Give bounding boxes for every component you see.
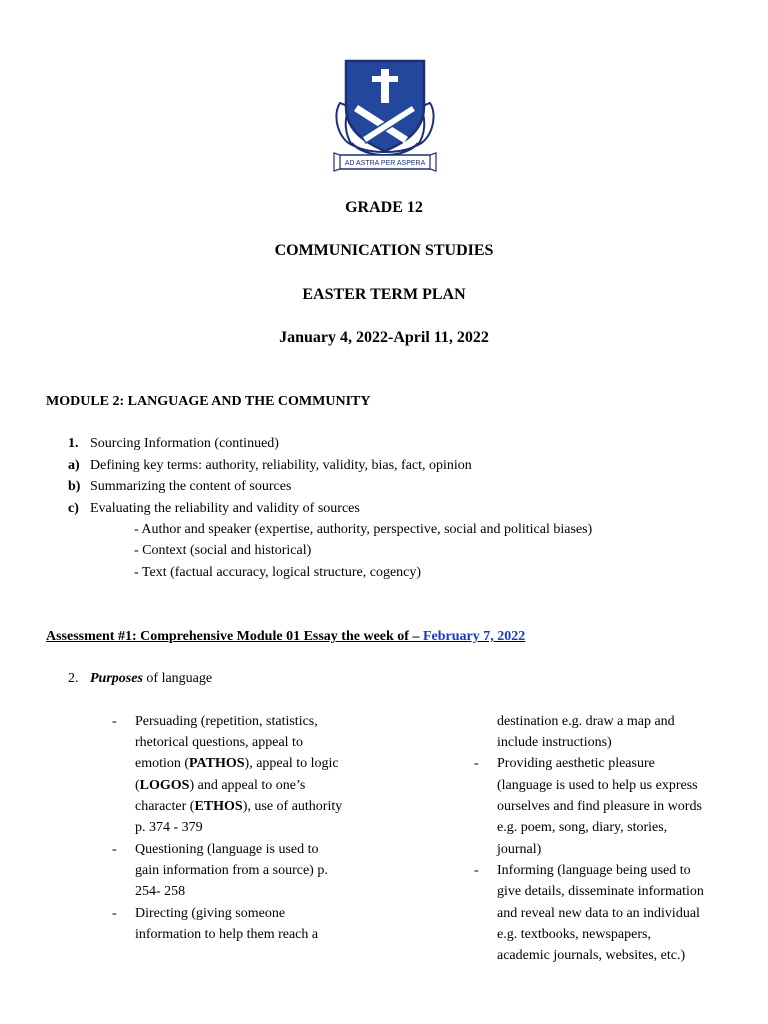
sub-item-author: - Author and speaker (expertise, authority, perspective, social and political biases) — [134, 522, 593, 537]
item-marker-1: 1. — [68, 436, 79, 451]
directing-line-2: information to help them reach a — [135, 927, 319, 942]
crest-shield-icon — [330, 55, 440, 175]
module-title: MODULE 2: LANGUAGE AND THE COMMUNITY — [46, 394, 371, 409]
ethos-term: ETHOS — [194, 799, 243, 814]
persuading-l5-a: character ( — [135, 799, 195, 814]
sub-item-context: - Context (social and historical) — [134, 543, 312, 558]
aesthetic-line-1: Providing aesthetic pleasure — [497, 756, 655, 771]
purposes-heading — [90, 668, 212, 689]
bullet-dash-directing: - — [112, 906, 117, 921]
directing-cont-line-1: destination e.g. draw a map and — [497, 714, 675, 729]
purposes-heading-em: Purposes — [90, 671, 143, 686]
persuading-line-1: Persuading (repetition, statistics, — [135, 714, 318, 729]
informing-line-4: e.g. textbooks, newspapers, — [497, 927, 651, 942]
persuading-line-6: p. 374 - 379 — [135, 820, 203, 835]
informing-line-3: and reveal new data to an individual — [497, 906, 700, 921]
school-crest — [330, 55, 440, 182]
questioning-line-2: gain information from a source) p. — [135, 863, 328, 878]
bullet-dash-persuading: - — [112, 714, 117, 729]
sub-item-text: - Text (factual accuracy, logical structure, cogency) — [134, 565, 422, 580]
aesthetic-line-2: (language is used to help us express — [497, 778, 698, 793]
persuading-line-3 — [135, 753, 339, 774]
persuading-l5-c: ), use of authority — [242, 799, 343, 814]
aesthetic-line-4: e.g. poem, song, diary, stories, — [497, 820, 668, 835]
aesthetic-line-5: journal) — [497, 842, 542, 857]
bullet-dash-questioning: - — [112, 842, 117, 857]
informing-line-5: academic journals, websites, etc.) — [497, 948, 686, 963]
persuading-l3-a: emotion ( — [135, 756, 190, 771]
persuading-l4-c: ) and appeal to one’s — [189, 778, 306, 793]
item-text-c: Evaluating the reliability and validity of sources — [90, 501, 360, 516]
informing-line-1: Informing (language being used to — [497, 863, 691, 878]
plan-heading: EASTER TERM PLAN — [302, 286, 466, 303]
questioning-line-3: 254- 258 — [135, 884, 186, 899]
persuading-l3-c: ), appeal to logic — [244, 756, 339, 771]
item-marker-c: c) — [68, 501, 79, 516]
directing-cont-line-2: include instructions) — [497, 735, 612, 750]
assessment-date-link[interactable]: February 7, 2022 — [422, 629, 526, 644]
item-marker-b: b) — [68, 479, 81, 494]
informing-line-2: give details, disseminate information — [497, 884, 704, 899]
subject-heading: COMMUNICATION STUDIES — [274, 242, 494, 259]
persuading-line-2: rhetorical questions, appeal to — [135, 735, 303, 750]
logos-term: LOGOS — [139, 778, 190, 793]
persuading-line-5 — [135, 796, 342, 817]
assessment-label: Assessment #1: Comprehensive Module 01 Essay the week of – — [46, 629, 423, 644]
persuading-l4-a: ( — [135, 778, 140, 793]
purposes-heading-rest: of language — [142, 671, 213, 686]
dates-heading: January 4, 2022-April 11, 2022 — [279, 329, 489, 346]
item-text-a: Defining key terms: authority, reliability, validity, bias, fact, opinion — [90, 458, 472, 473]
purposes-number: 2. — [68, 671, 79, 686]
item-text-b: Summarizing the content of sources — [90, 479, 292, 494]
assessment-line — [46, 626, 525, 647]
item-marker-a: a) — [68, 458, 80, 473]
directing-line-1: Directing (giving someone — [135, 906, 286, 921]
item-text-1: Sourcing Information (continued) — [90, 436, 279, 451]
bullet-dash-informing: - — [474, 863, 479, 878]
aesthetic-line-3: ourselves and find pleasure in words — [497, 799, 702, 814]
questioning-line-1: Questioning (language is used to — [135, 842, 319, 857]
pathos-term: PATHOS — [189, 756, 245, 771]
bullet-dash-aesthetic: - — [474, 756, 479, 771]
persuading-line-4 — [135, 775, 305, 796]
crest-motto: AD ASTRA PER ASPERA — [344, 160, 426, 167]
grade-heading: GRADE 12 — [345, 199, 423, 216]
